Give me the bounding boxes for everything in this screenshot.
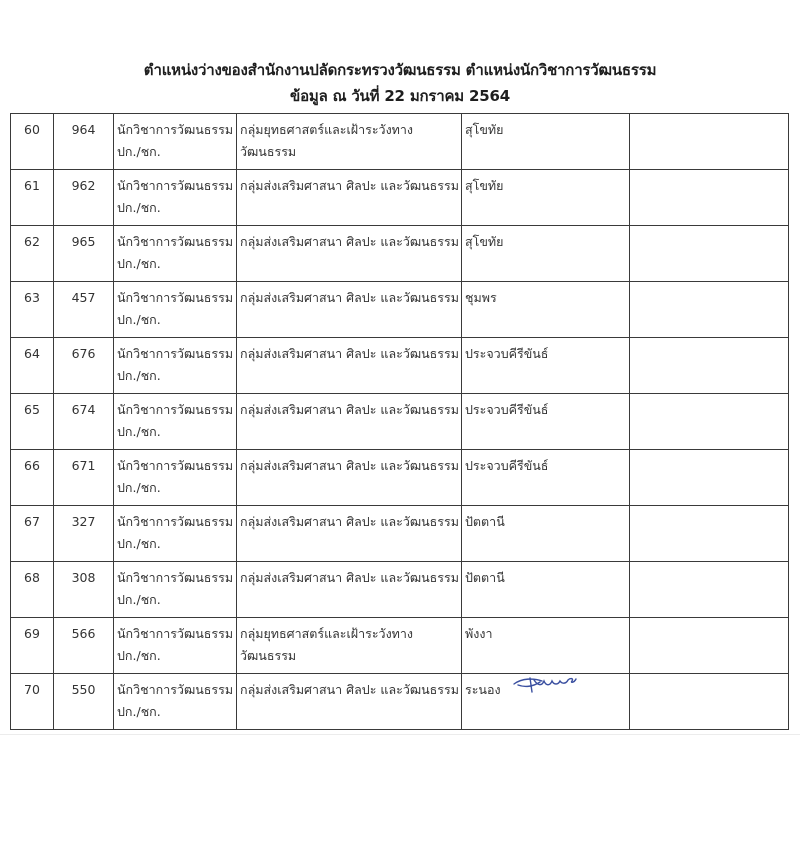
position-number: 676 — [71, 346, 96, 361]
row-number: 65 — [24, 402, 40, 417]
position-number-cell — [54, 674, 114, 730]
table-row — [11, 338, 789, 394]
position-number-cell — [54, 170, 114, 226]
note-cell — [630, 450, 789, 506]
note-cell — [630, 170, 789, 226]
position-title-cell — [114, 618, 237, 674]
province-cell — [462, 226, 630, 282]
position-title: นักวิชาการวัฒนธรรม — [117, 458, 234, 473]
unit-name-cell — [237, 226, 462, 282]
document-title: ตำแหน่งว่างของสำนักงานปลัดกระทรวงวัฒนธรรม ตำแหน่งนักวิชาการวัฒนธรรม — [143, 61, 657, 79]
position-number-cell — [54, 282, 114, 338]
unit-name-cell — [237, 282, 462, 338]
row-number: 60 — [24, 122, 40, 137]
unit-name: กลุ่มส่งเสริมศาสนา ศิลปะ และวัฒนธรรม — [240, 570, 459, 585]
province: ประจวบคีรีขันธ์ — [465, 458, 549, 473]
position-number: 671 — [71, 458, 96, 473]
document-date: ข้อมูล ณ วันที่ 22 มกราคม 2564 — [290, 87, 510, 105]
province-cell — [462, 562, 630, 618]
note-cell — [630, 114, 789, 170]
note-cell — [630, 282, 789, 338]
note-cell — [630, 618, 789, 674]
position-title: ปก./ชก. — [117, 200, 161, 215]
row-number: 64 — [24, 346, 40, 361]
position-title-cell — [114, 114, 237, 170]
row-number: 63 — [24, 290, 40, 305]
unit-name: กลุ่มส่งเสริมศาสนา ศิลปะ และวัฒนธรรม — [240, 402, 459, 417]
row-number: 61 — [24, 178, 40, 193]
position-title-cell — [114, 450, 237, 506]
province-cell — [462, 170, 630, 226]
province-cell — [462, 282, 630, 338]
unit-name-cell — [237, 114, 462, 170]
position-number-cell — [54, 394, 114, 450]
table-row — [11, 114, 789, 170]
signature-icon — [512, 672, 582, 700]
position-title: นักวิชาการวัฒนธรรม — [117, 346, 234, 361]
position-number: 327 — [71, 514, 96, 529]
province-cell — [462, 114, 630, 170]
table-row — [11, 282, 789, 338]
unit-name: วัฒนธรรม — [240, 144, 297, 159]
position-title: ปก./ชก. — [117, 704, 161, 719]
table-row — [11, 562, 789, 618]
position-number: 965 — [71, 234, 96, 249]
position-title-cell — [114, 226, 237, 282]
position-number-cell — [54, 338, 114, 394]
position-title: ปก./ชก. — [117, 536, 161, 551]
row-number-cell — [11, 114, 54, 170]
unit-name-cell — [237, 394, 462, 450]
position-number-cell — [54, 618, 114, 674]
position-title-cell — [114, 562, 237, 618]
position-title: ปก./ชก. — [117, 144, 161, 159]
vacancy-table — [10, 113, 789, 730]
unit-name-cell — [237, 338, 462, 394]
position-title: นักวิชาการวัฒนธรรม — [117, 570, 234, 585]
position-title: ปก./ชก. — [117, 368, 161, 383]
province: ปัตตานี — [465, 570, 505, 585]
position-title-cell — [114, 282, 237, 338]
table-row — [11, 394, 789, 450]
row-number-cell — [11, 394, 54, 450]
province: สุโขทัย — [465, 234, 504, 249]
row-number: 70 — [24, 682, 40, 697]
table-row — [11, 506, 789, 562]
unit-name: กลุ่มส่งเสริมศาสนา ศิลปะ และวัฒนธรรม — [240, 514, 459, 529]
position-title: นักวิชาการวัฒนธรรม — [117, 122, 234, 137]
table-row — [11, 674, 789, 730]
position-title-cell — [114, 506, 237, 562]
position-number-cell — [54, 114, 114, 170]
note-cell — [630, 394, 789, 450]
position-number: 674 — [71, 402, 96, 417]
table-row — [11, 618, 789, 674]
position-title: ปก./ชก. — [117, 648, 161, 663]
position-number: 550 — [71, 682, 96, 697]
province-cell — [462, 394, 630, 450]
position-title: นักวิชาการวัฒนธรรม — [117, 234, 234, 249]
unit-name-cell — [237, 450, 462, 506]
position-title: นักวิชาการวัฒนธรรม — [117, 290, 234, 305]
position-number-cell — [54, 226, 114, 282]
note-cell — [630, 226, 789, 282]
row-number: 68 — [24, 570, 40, 585]
unit-name-cell — [237, 506, 462, 562]
position-number: 566 — [71, 626, 96, 641]
province: ชุมพร — [465, 290, 497, 305]
position-number-cell — [54, 450, 114, 506]
table-row — [11, 170, 789, 226]
province-cell — [462, 450, 630, 506]
row-number: 69 — [24, 626, 40, 641]
row-number-cell — [11, 170, 54, 226]
row-number-cell — [11, 338, 54, 394]
position-title-cell — [114, 394, 237, 450]
note-cell — [630, 674, 789, 730]
province: ประจวบคีรีขันธ์ — [465, 402, 549, 417]
province-cell — [462, 506, 630, 562]
position-title: นักวิชาการวัฒนธรรม — [117, 402, 234, 417]
note-cell — [630, 506, 789, 562]
unit-name: กลุ่มส่งเสริมศาสนา ศิลปะ และวัฒนธรรม — [240, 290, 459, 305]
position-title-cell — [114, 170, 237, 226]
position-number-cell — [54, 562, 114, 618]
note-cell — [630, 338, 789, 394]
table-row — [11, 450, 789, 506]
province: พังงา — [465, 626, 493, 641]
province: ปัตตานี — [465, 514, 505, 529]
note-cell — [630, 562, 789, 618]
table-row — [11, 226, 789, 282]
page-edge-divider — [0, 734, 800, 735]
position-title: นักวิชาการวัฒนธรรม — [117, 682, 234, 697]
unit-name: กลุ่มยุทธศาสตร์และเฝ้าระวังทาง — [240, 626, 414, 641]
position-title: ปก./ชก. — [117, 312, 161, 327]
unit-name-cell — [237, 618, 462, 674]
unit-name-cell — [237, 674, 462, 730]
row-number-cell — [11, 506, 54, 562]
unit-name: กลุ่มส่งเสริมศาสนา ศิลปะ และวัฒนธรรม — [240, 682, 459, 697]
unit-name: กลุ่มส่งเสริมศาสนา ศิลปะ และวัฒนธรรม — [240, 178, 459, 193]
unit-name: วัฒนธรรม — [240, 648, 297, 663]
unit-name-cell — [237, 562, 462, 618]
province: สุโขทัย — [465, 122, 504, 137]
position-title: นักวิชาการวัฒนธรรม — [117, 514, 234, 529]
position-title-cell — [114, 338, 237, 394]
position-title: ปก./ชก. — [117, 480, 161, 495]
row-number-cell — [11, 226, 54, 282]
unit-name-cell — [237, 170, 462, 226]
row-number-cell — [11, 618, 54, 674]
row-number-cell — [11, 674, 54, 730]
position-title: นักวิชาการวัฒนธรรม — [117, 626, 234, 641]
row-number: 66 — [24, 458, 40, 473]
position-title: ปก./ชก. — [117, 424, 161, 439]
position-title-cell — [114, 674, 237, 730]
position-number: 457 — [71, 290, 96, 305]
province-cell — [462, 618, 630, 674]
position-number: 962 — [71, 178, 96, 193]
unit-name: กลุ่มส่งเสริมศาสนา ศิลปะ และวัฒนธรรม — [240, 458, 459, 473]
row-number-cell — [11, 282, 54, 338]
position-number: 964 — [71, 122, 96, 137]
row-number-cell — [11, 562, 54, 618]
position-number: 308 — [71, 570, 96, 585]
province: ระนอง — [465, 682, 501, 697]
unit-name: กลุ่มยุทธศาสตร์และเฝ้าระวังทาง — [240, 122, 414, 137]
position-title: นักวิชาการวัฒนธรรม — [117, 178, 234, 193]
row-number: 62 — [24, 234, 40, 249]
unit-name: กลุ่มส่งเสริมศาสนา ศิลปะ และวัฒนธรรม — [240, 346, 459, 361]
position-number-cell — [54, 506, 114, 562]
province-cell — [462, 338, 630, 394]
position-title: ปก./ชก. — [117, 256, 161, 271]
province: ประจวบคีรีขันธ์ — [465, 346, 549, 361]
row-number-cell — [11, 450, 54, 506]
province: สุโขทัย — [465, 178, 504, 193]
position-title: ปก./ชก. — [117, 592, 161, 607]
unit-name: กลุ่มส่งเสริมศาสนา ศิลปะ และวัฒนธรรม — [240, 234, 459, 249]
row-number: 67 — [24, 514, 40, 529]
